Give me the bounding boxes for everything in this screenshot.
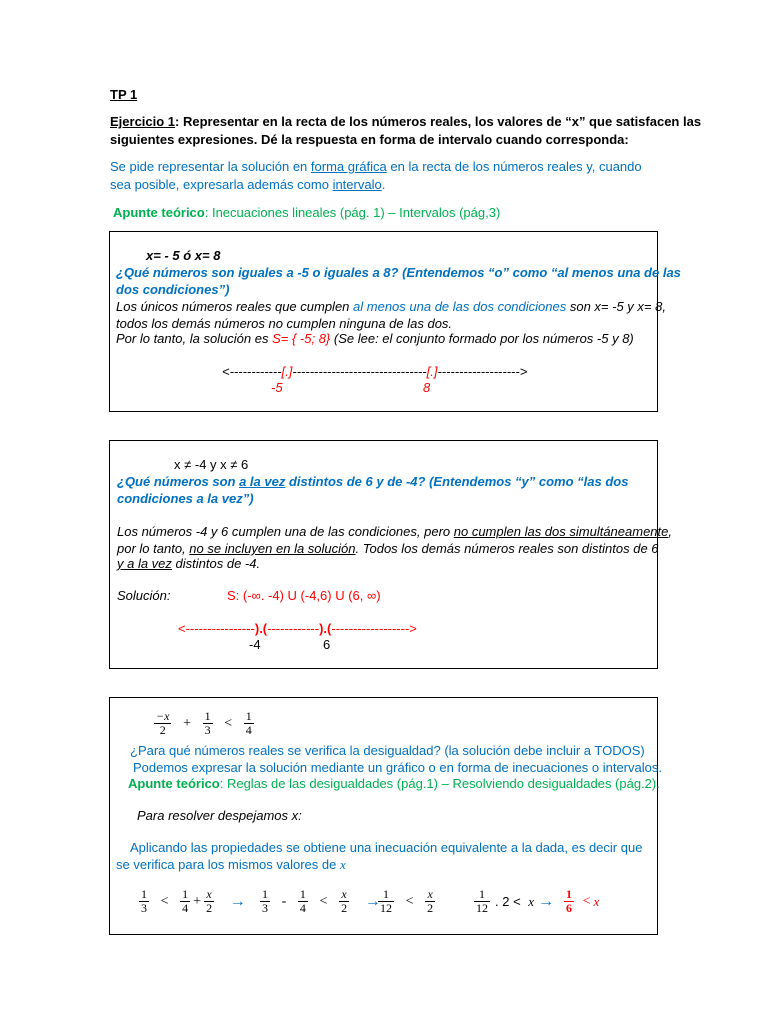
fraction (204, 888, 214, 915)
box3-question-2: Podemos expresar la solución mediante un gráfico o en forma de inecuaciones o intervalos. (133, 760, 662, 775)
intro-text-1: Se pide representar la solución en (110, 159, 311, 174)
number-line-segment: <---------------- (178, 621, 255, 636)
denominator: 2 (206, 901, 213, 915)
denominator: 3 (262, 901, 268, 915)
box2-question-2: condiciones a la vez”) (117, 491, 254, 506)
fraction (260, 888, 270, 915)
number-line-segment: ------------ (267, 621, 320, 636)
box3-properties-2 (116, 856, 346, 873)
box3-properties-1: Aplicando las propiedades se obtiene una inecuación equivalente a la dada, es decir que (130, 840, 643, 855)
apunte-label: Apunte teórico (128, 776, 220, 791)
box2-tick-label-1: -4 (249, 637, 261, 652)
box1-line-1 (116, 298, 666, 315)
fraction (244, 710, 254, 737)
variable-x: x (339, 857, 346, 872)
less-than-sign: < (160, 893, 169, 909)
box3-question-1: ¿Para qué números reales se verifica la desigualdad? (la solución debe incluir a TODOS) (130, 743, 645, 758)
fraction (474, 888, 490, 915)
box2-question-text-end: distintos de 6 y de -4? (Entendemos “y” como “las dos (285, 474, 629, 489)
box1-tick-label-1: -5 (271, 380, 283, 395)
intro-text-3: sea posible, expresarla además como (110, 177, 333, 192)
denominator: 4 (182, 901, 189, 915)
number-line-segment: <------------ (222, 364, 282, 379)
numerator: −x (156, 709, 170, 723)
box3-step-5-result (562, 888, 599, 915)
numerator: 1 (566, 887, 572, 901)
exercise-label: Ejercicio 1 (110, 114, 176, 129)
intro-text-2: en la recta de los números reales y, cuando (386, 159, 642, 174)
fraction (339, 888, 349, 915)
box-exercise-c (109, 697, 662, 935)
number-line-segment: ------------------------------- (292, 364, 427, 379)
box1-text: Los únicos números reales que cumplen (116, 299, 354, 314)
box2-line-1 (117, 523, 672, 540)
box2-text-end: , (668, 524, 672, 539)
box3-resolver: Para resolver despejamos x: (137, 808, 302, 823)
number-line-hole-1: ).( (254, 621, 268, 636)
box-exercise-a (109, 231, 681, 412)
right-arrow-icon: → (364, 892, 381, 910)
denominator: 12 (476, 901, 488, 915)
box3-apunte (128, 775, 660, 792)
box3-step-1 (137, 888, 256, 915)
exercise-statement-line2: siguientes expresiones. Dé la respuesta en forma de intervalo cuando corresponda: (110, 132, 629, 147)
apunte-text: : Inecuaciones lineales (pág. 1) – Intervalos (pág,3) (204, 205, 501, 220)
box1-text-end: son x= -5 y x= 8, (566, 299, 666, 314)
exercise-text-1: : Representar en la recta de los números reales, los valores de “x” que satisfacen las (175, 114, 702, 129)
numerator: 1 (383, 887, 389, 901)
apunte-label: Apunte teórico (113, 205, 205, 220)
box2-underlined: no cumplen las dos simultáneamente (453, 524, 669, 539)
box1-line-3 (116, 330, 634, 347)
box1-question-2: dos condiciones”) (116, 282, 230, 297)
box2-text: Los números -4 y 6 cumplen una de las condiciones, pero (117, 524, 454, 539)
box1-solution-set: S= { -5; 8} (272, 331, 331, 346)
box1-highlight: al menos una de las dos condiciones (353, 299, 567, 314)
minus-sign: - (281, 893, 287, 909)
less-than-sign: < (319, 893, 328, 909)
box2-text: por lo tanto, (117, 541, 190, 556)
fraction (154, 710, 171, 737)
numerator: 1 (141, 887, 147, 901)
numerator: x (341, 887, 347, 901)
properties-text: se verifica para los mismos valores de (116, 857, 340, 872)
number-line-segment: ------------------> (331, 621, 417, 636)
box3-inequality (152, 710, 256, 737)
intro-line2 (110, 176, 385, 193)
box2-underlined: no se incluyen en la solución (189, 541, 356, 556)
right-arrow-icon: → (229, 892, 246, 910)
box2-number-line (178, 620, 417, 637)
box3-step-2 (258, 888, 391, 915)
numerator: 1 (299, 887, 306, 901)
denominator: 3 (204, 723, 211, 737)
less-than-sign: < (224, 715, 233, 731)
box2-expression: x ≠ -4 y x ≠ 6 (174, 457, 249, 472)
box2-tick-label-2: 6 (323, 637, 331, 652)
fraction (298, 888, 308, 915)
box1-tick-label-2: 8 (423, 380, 431, 395)
denominator: 12 (380, 901, 392, 915)
number-line-point-2: [.] (426, 364, 438, 379)
less-than-sign: < (405, 893, 414, 909)
numerator: x (427, 887, 433, 901)
plus-sign: + (193, 893, 202, 909)
right-arrow-icon: → (538, 892, 555, 910)
box2-solution-value: S: (-∞. -4) U (-4,6) U (6, ∞) (227, 588, 381, 603)
number-line-segment: -------------------> (437, 364, 528, 379)
numerator: 1 (479, 887, 485, 901)
box1-line-2: todos los demás números no cumplen ninguna de las dos. (116, 316, 453, 331)
box3-step-4 (472, 888, 558, 915)
box1-question-1: ¿Qué números son iguales a -5 o iguales a 8? (Entendemos “o” como “al menos una de las (116, 265, 681, 280)
numerator: 1 (182, 887, 189, 901)
box2-solution-label: Solución: (117, 588, 171, 603)
box1-solution-reading: (Se lee: el conjunto formado por los números -5 y 8) (330, 331, 634, 346)
box2-text-end: distintos de -4. (171, 556, 261, 571)
numerator: 1 (245, 709, 252, 723)
box2-question-text: ¿Qué números son (117, 474, 240, 489)
plus-sign: + (183, 715, 191, 731)
intro-text-end: . (381, 177, 386, 192)
times-two-text: . 2 < (495, 894, 521, 909)
denominator: 2 (154, 723, 171, 737)
denominator: 2 (341, 901, 348, 915)
numerator: 1 (204, 709, 211, 723)
variable-x: x (528, 893, 535, 909)
less-than-sign: < (582, 893, 591, 909)
box1-number-line (222, 363, 527, 380)
fraction (203, 710, 213, 737)
box3-step-3 (376, 888, 437, 915)
denominator: 4 (245, 723, 252, 737)
denominator: 2 (427, 901, 434, 915)
number-line-point-1: [.] (281, 364, 293, 379)
box2-question-underlined: a la vez (239, 474, 286, 489)
apunte-text: : Reglas de las desigualdades (pág.1) – Resolviendo desigualdades (pág.2). (219, 776, 660, 791)
denominator: 6 (566, 901, 572, 915)
fraction (139, 888, 149, 915)
fraction (564, 888, 574, 915)
box2-text-end: . Todos los demás números reales son distintos de 6 (355, 541, 659, 556)
page-title: TP 1 (110, 87, 138, 102)
denominator: 4 (299, 901, 306, 915)
fraction (180, 888, 190, 915)
fraction (425, 888, 435, 915)
box2-line-3 (117, 555, 260, 572)
numerator: 1 (262, 887, 268, 901)
box1-solution-intro: Por lo tanto, la solución es (116, 331, 273, 346)
fraction (378, 888, 394, 915)
intro-link-intervalo: intervalo (332, 177, 382, 192)
box2-underlined: y a la vez (117, 556, 172, 571)
intro-line1 (110, 158, 642, 175)
intro-link-forma-grafica: forma gráfica (310, 159, 387, 174)
numerator: x (206, 887, 212, 901)
exercise-statement-line1 (110, 113, 701, 130)
apunte-teorico-1 (113, 204, 500, 221)
box-exercise-b (109, 440, 672, 669)
denominator: 3 (141, 901, 147, 915)
box1-expression: x= - 5 ó x= 8 (146, 248, 221, 263)
box2-question-1 (117, 473, 628, 490)
variable-x: x (593, 893, 600, 909)
number-line-hole-2: ).( (319, 621, 332, 636)
